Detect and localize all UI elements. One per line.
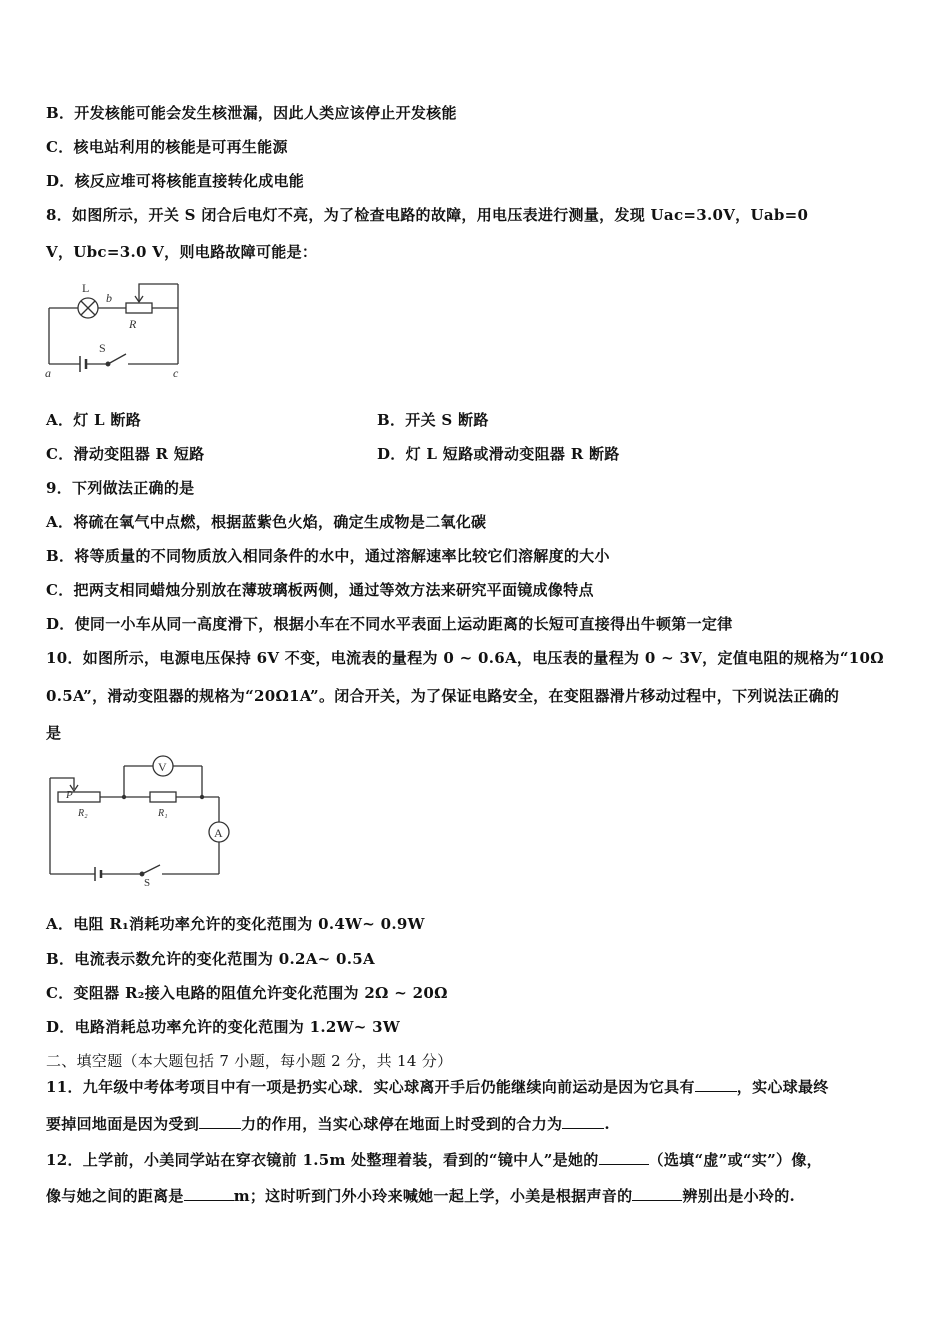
- q11-blank-1[interactable]: [695, 1077, 737, 1092]
- q12-text-1: 12．上学前，小美同学站在穿衣镜前 1.5m 处整理着装，看到的“镜中人”是她的: [46, 1151, 599, 1169]
- label-lamp: L: [82, 281, 90, 295]
- q8-option-c: C．滑动变阻器 R 短路: [46, 445, 205, 463]
- q10-circuit-figure: [44, 752, 239, 887]
- section-2-title: 二、填空题（本大题包括 7 小题，每小题 2 分，共 14 分）: [46, 1052, 453, 1070]
- q12-text-4: m；这时听到门外小玲来喊她一起上学，小美是根据声音的: [233, 1187, 633, 1205]
- q12-blank-1[interactable]: [599, 1150, 649, 1165]
- q10-stem-line1: 10．如图所示，电源电压保持 6V 不变，电流表的量程为 0 ~ 0.6A，电压表的量程为 0 ~ 3V，定值电阻的规格为“10Ω: [46, 649, 884, 667]
- resistor-r1-icon: [150, 792, 176, 802]
- q9-option-b: B．将等质量的不同物质放入相同条件的水中，通过溶解速率比较它们溶解度的大小: [46, 547, 610, 565]
- switch-icon: [108, 354, 126, 364]
- label-r2: R₂: [78, 808, 88, 819]
- q12-text-5: 辨别出是小玲的.: [682, 1187, 796, 1205]
- q9-option-d: D．使同一小车从同一高度滑下，根据小车在不同水平表面上运动距离的长短可直接得出牛顿第一定律: [46, 615, 733, 633]
- q12-blank-3[interactable]: [632, 1186, 682, 1201]
- q11-text-2: ，实心球最终: [736, 1078, 829, 1096]
- q12-text-2: （选填“虚”或“实”）像，: [648, 1151, 822, 1169]
- label-ammeter: A: [214, 826, 223, 840]
- q8-circuit-figure: [44, 280, 189, 380]
- label-r1: R₁: [158, 808, 168, 819]
- q8-stem-line2: V，Ubc=3.0 V，则电路故障可能是：: [46, 243, 318, 261]
- label-slider: P: [66, 789, 73, 801]
- q12-line2: [46, 1186, 795, 1206]
- q12-line1: [46, 1150, 822, 1170]
- q7-option-c: C．核电站利用的核能是可再生能源: [46, 138, 288, 156]
- q7-option-d: D．核反应堆可将核能直接转化成电能: [46, 172, 305, 190]
- q12-blank-2[interactable]: [184, 1186, 234, 1201]
- q11-text-5: .: [604, 1115, 610, 1133]
- resistor-icon: [126, 303, 152, 313]
- q11-text-3: 要掉回地面是因为受到: [46, 1115, 200, 1133]
- q9-option-a: A．将硫在氧气中点燃，根据蓝紫色火焰，确定生成物是二氧化碳: [46, 513, 487, 531]
- q7-option-b: B．开发核能可能会发生核泄漏，因此人类应该停止开发核能: [46, 104, 457, 122]
- q11-line1: [46, 1077, 829, 1097]
- q10-stem-line3: 是: [46, 724, 62, 742]
- label-voltmeter: V: [158, 760, 167, 774]
- q8-stem-line1: 8．如图所示，开关 S 闭合后电灯不亮，为了检查电路的故障，用电压表进行测量，发现 Uac=3.0V，Uab=0: [46, 206, 809, 224]
- label-point-a: a: [45, 366, 51, 380]
- label-point-b: b: [106, 291, 112, 305]
- label-switch: S: [99, 341, 106, 355]
- q11-line2: [46, 1114, 610, 1134]
- q11-text-4: 力的作用，当实心球停在地面上时受到的合力为: [241, 1115, 563, 1133]
- q9-stem: 9．下列做法正确的是: [46, 479, 195, 497]
- q10-option-a: A．电阻 R₁消耗功率允许的变化范围为 0.4W~ 0.9W: [46, 915, 425, 933]
- q11-text-1: 11．九年级中考体考项目中有一项是扔实心球．实心球离开手后仍能继续向前运动是因为它具有: [46, 1078, 695, 1096]
- q8-option-d: D．灯 L 短路或滑动变阻器 R 断路: [377, 445, 620, 463]
- switch-icon: [142, 865, 160, 874]
- q12-text-3: 像与她之间的距离是: [46, 1187, 184, 1205]
- q8-option-b: B．开关 S 断路: [377, 411, 489, 429]
- label-switch: S: [144, 877, 151, 887]
- q10-stem-line2: 0.5A”，滑动变阻器的规格为“20Ω1A”。闭合开关，为了保证电路安全，在变阻器滑片移动过程中，下列说法正确的: [46, 687, 840, 705]
- q11-blank-2[interactable]: [199, 1114, 241, 1129]
- resistor-r2-icon: [58, 792, 100, 802]
- q10-option-d: D．电路消耗总功率允许的变化范围为 1.2W~ 3W: [46, 1018, 401, 1036]
- q11-blank-3[interactable]: [562, 1114, 604, 1129]
- q10-option-b: B．电流表示数允许的变化范围为 0.2A~ 0.5A: [46, 950, 375, 968]
- label-resistor: R: [129, 317, 137, 331]
- q9-option-c: C．把两支相同蜡烛分别放在薄玻璃板两侧，通过等效方法来研究平面镜成像特点: [46, 581, 594, 599]
- label-point-c: c: [173, 366, 179, 380]
- q8-option-a: A．灯 L 断路: [46, 411, 142, 429]
- q10-option-c: C．变阻器 R₂接入电路的阻值允许变化范围为 2Ω ~ 20Ω: [46, 984, 448, 1002]
